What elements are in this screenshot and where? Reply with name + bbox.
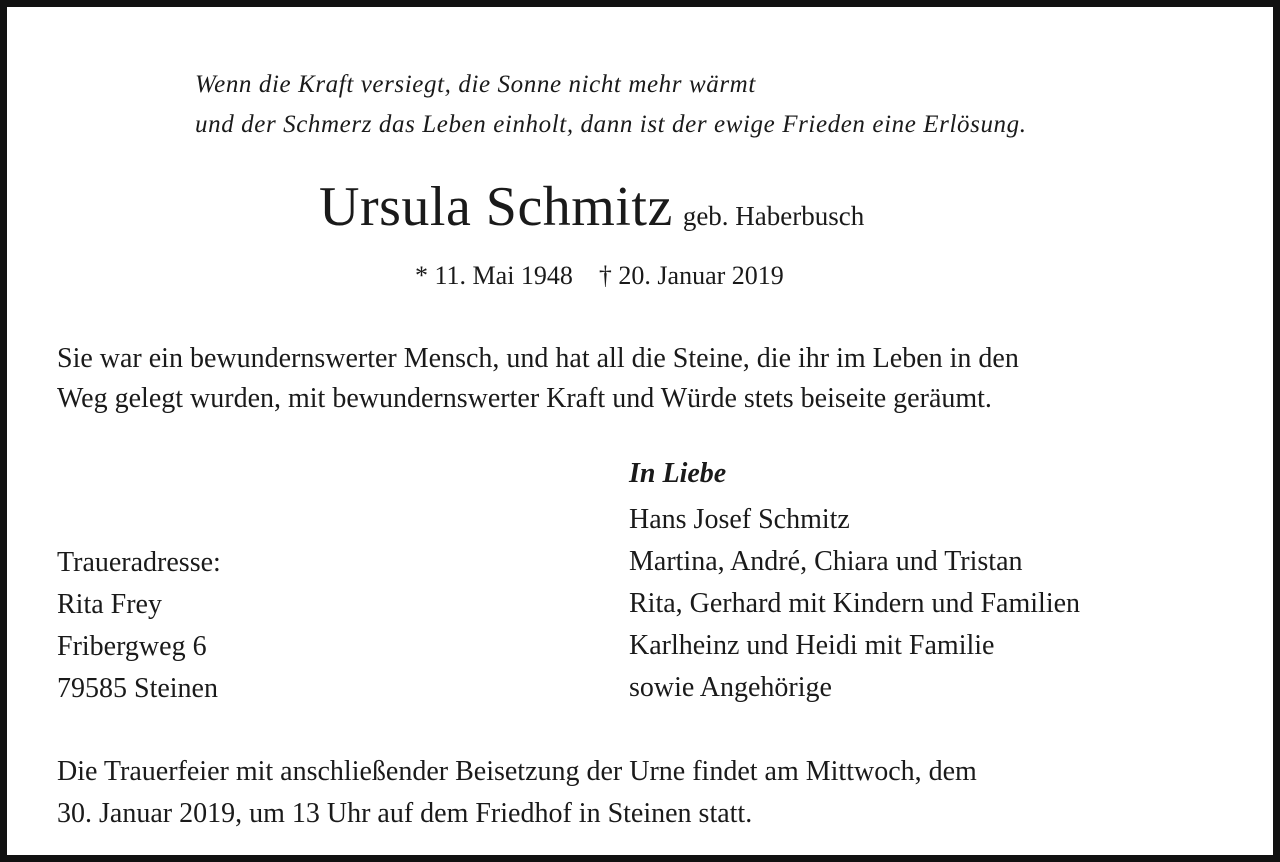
quote-line-1: Wenn die Kraft versiegt, die Sonne nicht mehr wärmt — [195, 71, 756, 98]
mourner-item: sowie Angehörige — [629, 672, 832, 703]
birth-name: geb. Haberbusch — [682, 201, 865, 231]
tribute-text — [57, 339, 1019, 419]
ceremony-line-1: Die Trauerfeier mit anschließender Beisetzung der Urne findet am Mittwoch, dem — [57, 756, 977, 787]
quote-line-2: und der Schmerz das Leben einholt, dann ist der ewige Frieden eine Erlösung. — [195, 111, 1027, 138]
mourning-address — [57, 542, 221, 710]
mourner-item: Hans Josef Schmitz — [629, 504, 850, 535]
tribute-line-1: Sie war ein bewundernswerter Mensch, und hat all die Steine, die ihr im Leben in den — [57, 343, 1019, 374]
address-city: 79585 Steinen — [57, 673, 218, 704]
ceremony-line-2: 30. Januar 2019, um 13 Uhr auf dem Friedhof in Steinen statt. — [57, 798, 753, 829]
life-dates — [415, 261, 784, 291]
address-name: Rita Frey — [57, 589, 162, 620]
ceremony-notice — [57, 751, 977, 835]
mourner-item: Martina, André, Chiara und Tristan — [629, 546, 1023, 577]
mourners-block — [629, 453, 1080, 709]
deceased-name-line — [7, 175, 1280, 239]
death-date: † 20. Januar 2019 — [598, 261, 784, 290]
address-street: Fribergweg 6 — [57, 631, 207, 662]
birth-date: * 11. Mai 1948 — [415, 261, 573, 290]
tribute-line-2: Weg gelegt wurden, mit bewundernswerter Kraft und Würde stets beiseite geräumt. — [57, 383, 992, 414]
deceased-name: Ursula Schmitz — [319, 176, 673, 238]
mourner-item: Rita, Gerhard mit Kindern und Familien — [629, 588, 1081, 619]
mourners-heading: In Liebe — [629, 458, 727, 489]
memorial-quote — [195, 65, 1027, 145]
mourner-item: Karlheinz und Heidi mit Familie — [629, 630, 995, 661]
address-label: Traueradresse: — [57, 547, 221, 578]
